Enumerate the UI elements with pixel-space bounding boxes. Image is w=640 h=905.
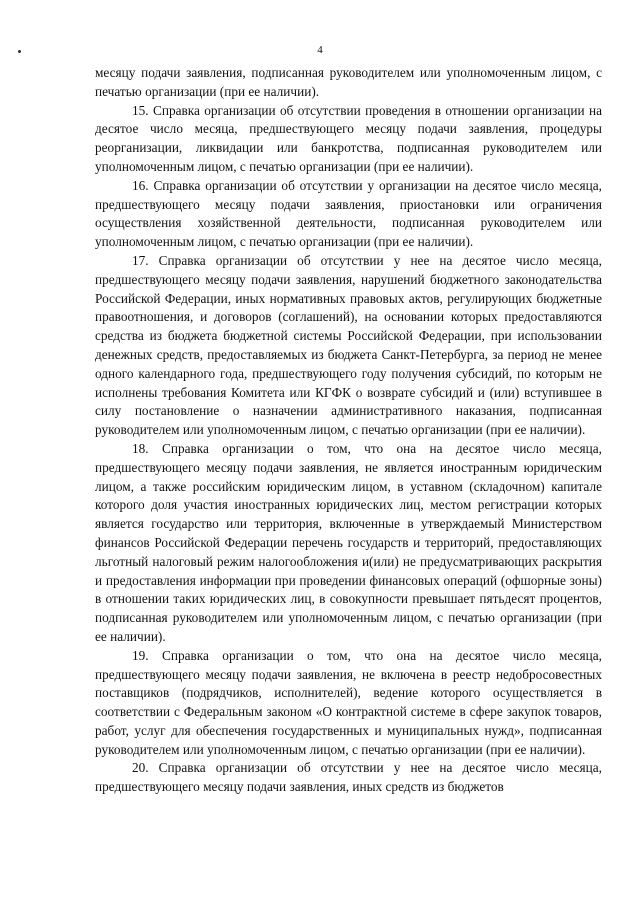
paragraph-item-15: 15. Справка организации об отсутствии проведения в отношении организации на десятое число месяца, предшествующего месяцу подачи заявления, процедуры реорганизации, ликвидации или банкротства, подписанная руководителем или уполномоченным лицом, с печатью организации (при ее наличии). [95, 102, 602, 174]
paragraph-item-19: 19. Справка организации о том, что она на десятое число месяца, предшествующего месяцу подачи заявления, не включена в реестр недобросовестных поставщиков (подрядчиков, исполнителей), ведение которого осуществляется в соответствии с Федеральным законом «О контрактной системе в сфере закупок товаров, работ, услуг для обеспечения государственных и муниципальных нужд», подписанная руководителем или уполномоченным лицом, с печатью организации (при ее наличии). [95, 647, 602, 757]
paragraph-continuation: месяцу подачи заявления, подписанная руководителем или уполномоченным лицом, с печатью организации (при ее наличии). [95, 65, 602, 99]
paragraph-item-20: 20. Справка организации об отсутствии у нее на десятое число месяца, предшествующего месяцу подачи заявления, иных средств из бюджетов [95, 760, 602, 795]
paragraph-item-16: 16. Справка организации об отсутствии у организации на десятое число месяца, предшествующего месяцу подачи заявления, приостановки или ограничения осуществления хозяйственной деятельности, подписанная руководителем или уполномоченным лицом, с печатью организации (при ее наличии). [95, 177, 602, 250]
paragraph-item-17: 17. Справка организации об отсутствии у нее на десятое число месяца, предшествующего месяцу подачи заявления, нарушений бюджетного законодательства Российской Федерации, иных нормативных правовых актов, регулирующих бюджетные правоотношения, и договоров (соглашений), на основании которых предоставляются средства из бюджета бюджетной системы Российской Федерации, при использовании денежных средств, предоставляемых из бюджета Санкт-Петербурга, за период не менее одного календарного года, предшествующего году получения субсидий, по которым не исполнены требования Комитета или КГФК о возврате субсидий и (или) вступившее в силу постановление о назначении административного наказания, подписанная руководителем или уполномоченным лицом, с печатью организации (при ее наличии). [95, 252, 602, 438]
paragraph-item-18: 18. Справка организации о том, что она на десятое число месяца, предшествующего месяцу подачи заявления, не является иностранным юридическим лицом, а также российским юридическим лицом, в уставном (складочном) капитале которого доля участия иностранных юридических лиц, местом регистрации которых является государство или территория, включенные в утверждаемый Министерством финансов Российской Федерации перечень государств и территорий, предоставляющих льготный налоговый режим налогообложения и(или) не предусматривающих раскрытия и предоставления информации при проведении финансовых операций (офшорные зоны) в отношении таких юридических лиц, в совокупности превышает пятьдесят процентов, подписанная руководителем или уполномоченным лицом, с печатью организации (при ее наличии). [95, 440, 602, 644]
document-body [95, 64, 602, 797]
page-number: 4 [317, 44, 323, 56]
